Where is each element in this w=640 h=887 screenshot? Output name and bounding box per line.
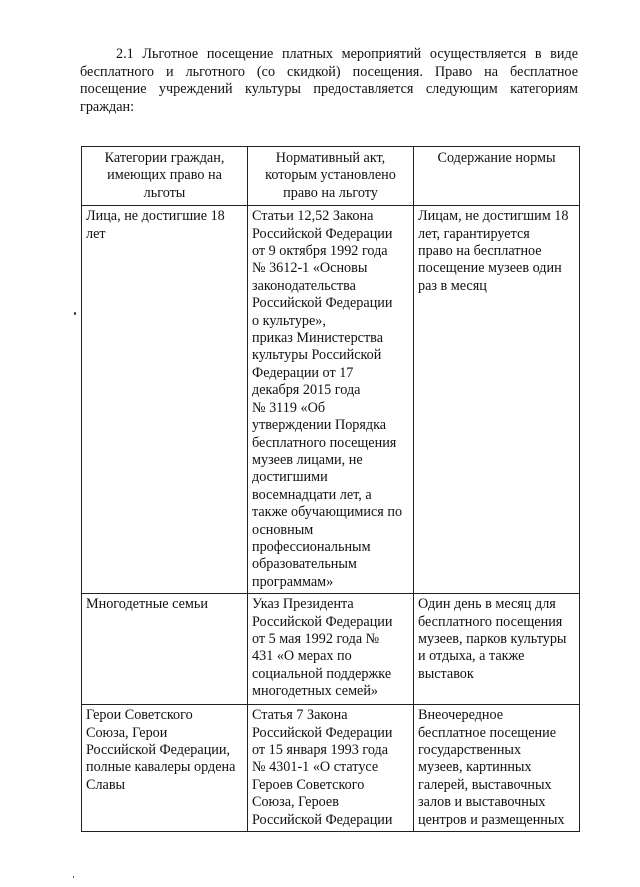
header-norm: Содержание нормы [414, 147, 580, 206]
table-header-row [82, 147, 580, 206]
cell-act: Статьи 12,52 Закона Российской Федерации от 9 октября 1992 года № 3612-1 «Основы законодательства Российской Федерации о культуре», приказ Министерства культуры Российской Федерации от 17 декабря 2015 года № 3119 «Об утверждении Порядка бесплатного посещения музеев лицами, не достигшими восемнадцати лет, а также обучающимися по основным профессиональным образовательным программам» [248, 206, 414, 594]
cell-act: Статья 7 Закона Российской Федерации от 15 января 1993 года № 4301-1 «О статусе Героев Советского Союза, Героев Российской Федерации [248, 705, 414, 832]
intro-paragraph: 2.1 Льготное посещение платных мероприятий осуществляется в виде бесплатного и льготного (со скидкой) посещения. Право на бесплатное посещение учреждений культуры предоставляется следующим категориям граждан: [80, 46, 578, 115]
table-row [82, 206, 580, 594]
cell-norm: Лицам, не достигшим 18 лет, гарантируется право на бесплатное посещение музеев один раз в месяц [414, 206, 580, 594]
cell-act: Указ Президента Российской Федерации от 5 мая 1992 года № 431 «О мерах по социальной поддержке многодетных семей» [248, 594, 414, 705]
cell-category: Лица, не достигшие 18 лет [82, 206, 248, 594]
cell-norm: Один день в месяц для бесплатного посещения музеев, парков культуры и отдыха, а также выставок [414, 594, 580, 705]
scan-speck [74, 312, 76, 315]
scan-speck [73, 876, 74, 878]
cell-category: Многодетные семьи [82, 594, 248, 705]
table-row [82, 705, 580, 832]
cell-category: Герои Советского Союза, Герои Российской Федерации, полные кавалеры ордена Славы [82, 705, 248, 832]
header-category: Категории граждан, имеющих право на льготы [82, 147, 248, 206]
header-act: Нормативный акт, которым установлено право на льготу [248, 147, 414, 206]
benefits-table [81, 146, 580, 832]
cell-norm: Внеочередное бесплатное посещение государственных музеев, картинных галерей, выставочных залов и выставочных центров и размещенных [414, 705, 580, 832]
table-row [82, 594, 580, 705]
